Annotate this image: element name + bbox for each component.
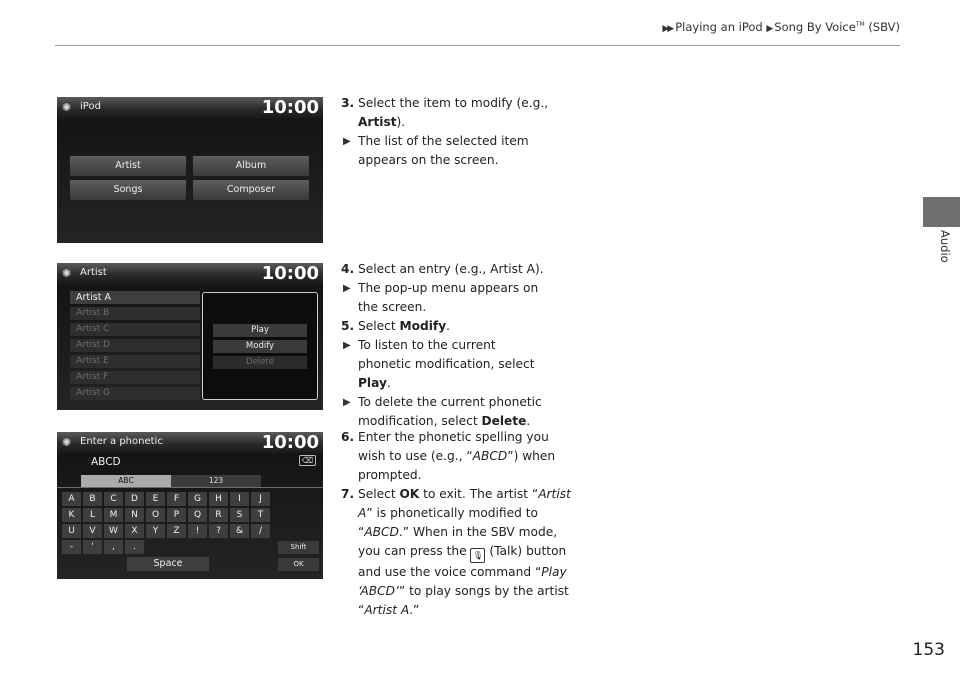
key[interactable]: C [104,492,123,506]
step-text: ”) when [507,449,556,463]
list-item[interactable]: Artist D [70,339,200,352]
arrow-icon: ▶ [343,397,351,408]
key[interactable]: P [167,508,186,522]
key[interactable]: D [125,492,144,506]
step-text: wish to use (e.g., “ [358,449,473,463]
step-text: prompted. [358,468,422,482]
arrow-icon: ▶ [766,24,772,34]
step-text: .” When in the SBV mode, [398,525,558,539]
phonetic-input[interactable]: ABCD [91,456,121,468]
substep-text: phonetic modification, select [358,357,535,371]
step-number: 4. [341,262,355,276]
screen-title: Artist [80,267,107,278]
step-number: 3. [341,96,355,110]
substep-text: appears on the screen. [358,153,499,167]
key[interactable]: W [104,524,123,538]
list-item[interactable]: Artist G [70,387,200,400]
backspace-icon[interactable]: ⌫ [299,455,316,466]
step-text: and use the voice command “ [358,565,542,579]
key[interactable]: H [209,492,228,506]
key[interactable]: N [125,508,144,522]
key[interactable]: L [83,508,102,522]
step-3-block [341,94,581,170]
header-rule [55,45,900,46]
modify-button[interactable]: Modify [213,340,307,353]
key[interactable]: X [125,524,144,538]
substep-text: The pop-up menu appears on [358,281,539,295]
substep-text: To delete the current phonetic [358,395,542,409]
step-text-italic: Artist [538,487,571,501]
screen-title: Enter a phonetic [80,436,163,447]
step-text: Select [358,487,396,501]
step-text-bold: Artist [358,115,397,129]
step-text: ). [396,115,406,129]
phonetic-entry-screen [57,432,323,579]
list-item[interactable]: Artist C [70,323,200,336]
step-text: (Talk) button [489,544,567,558]
artist-list-screen [57,263,323,410]
key[interactable]: O [146,508,165,522]
key[interactable]: E [146,492,165,506]
key[interactable]: & [230,524,249,538]
list-item[interactable]: Artist A [70,291,200,304]
step-6-7-block [341,428,581,620]
step-text-italic: Artist A [364,603,410,617]
substep-text: modification, select [358,414,478,428]
key[interactable]: Z [167,524,186,538]
step-text: to exit. The artist “ [423,487,539,501]
step-text-italic: ABCD [472,449,508,463]
breadcrumb [500,20,900,38]
step-number: 7. [341,487,355,501]
step-text: ” is phonetically modified to [366,506,538,520]
section-tab [923,197,960,227]
substep-text: . [526,414,531,428]
ipod-menu-screen [57,97,323,243]
clock: 10:00 [261,263,319,284]
breadcrumb-sbv: Song By Voice [774,20,856,34]
arrow-icon: ▶ [343,340,351,351]
substep-text: The list of the selected item [358,134,529,148]
key[interactable]: J [251,492,270,506]
section-label: Audio [938,230,952,263]
ok-button[interactable]: OK [278,558,319,571]
key[interactable]: U [62,524,81,538]
step-text-bold: Modify [399,319,447,333]
key[interactable]: ! [188,524,207,538]
step-text: Select an entry (e.g., Artist A). [358,262,544,276]
step-text: Enter the phonetic spelling you [358,430,549,444]
key[interactable]: ? [209,524,228,538]
step-text-italic: Play [541,565,567,579]
step-text-italic: ‘ABCD’ [358,584,399,598]
substep-text: To listen to the current [358,338,496,352]
key[interactable]: / [251,524,270,538]
gear-icon[interactable]: ✺ [62,267,72,280]
substep-text: the screen. [358,300,427,314]
step-text: “ [358,603,365,617]
screen-body [57,119,323,243]
key[interactable]: I [230,492,249,506]
clock: 10:00 [261,432,319,453]
artist-button[interactable]: Artist [69,155,187,177]
arrow-icon: ▶ [343,136,351,147]
key[interactable]: R [209,508,228,522]
popup-menu [202,292,318,400]
step-text: “ [358,525,365,539]
composer-button[interactable]: Composer [192,179,310,201]
step-text: . [446,319,451,333]
key[interactable]: G [188,492,207,506]
key[interactable]: T [251,508,270,522]
play-button[interactable]: Play [213,324,307,337]
arrow-icon: ▶ [343,283,351,294]
substep-text: . [386,376,391,390]
key[interactable]: F [167,492,186,506]
tab-abc[interactable]: ABC [81,475,171,487]
page-number: 153 [912,640,945,660]
step-text-italic: A [358,506,367,520]
key[interactable]: K [62,508,81,522]
step-text: Select [358,319,396,333]
step-text-italic: ABCD [364,525,399,539]
key[interactable]: Y [146,524,165,538]
album-button[interactable]: Album [192,155,310,177]
clock: 10:00 [261,97,319,118]
screen-title-bar [57,432,323,454]
key[interactable]: , [104,540,123,554]
key[interactable]: M [104,508,123,522]
step-text: you can press the [358,544,467,558]
talk-icon: 🎙 [470,548,485,563]
gear-icon[interactable]: ✺ [62,101,72,114]
substep-text-bold: Play [358,376,387,390]
key[interactable]: A [62,492,81,506]
breadcrumb-sbv-suffix: (SBV) [868,20,900,34]
step-4-5-block [341,260,581,431]
substep-text-bold: Delete [481,414,527,428]
step-text-bold: OK [399,487,420,501]
double-arrow-icon: ▶▶ [662,24,673,34]
step-text: Select the item to modify (e.g., [358,96,549,110]
tab-divider [57,487,323,488]
songs-button[interactable]: Songs [69,179,187,201]
step-number: 6. [341,430,355,444]
screen-title: iPod [80,101,101,112]
trademark: TM [855,21,865,29]
list-item[interactable]: Artist F [70,371,200,384]
gear-icon[interactable]: ✺ [62,436,72,449]
key[interactable]: B [83,492,102,506]
step-text: .” [409,603,420,617]
breadcrumb-playing-ipod: Playing an iPod [675,20,763,34]
key[interactable]: . [125,540,144,554]
key[interactable]: - [62,540,81,554]
delete-button[interactable]: Delete [213,356,307,369]
list-item[interactable]: Artist B [70,307,200,320]
step-text: ” to play songs by the artist [398,584,569,598]
list-item[interactable]: Artist E [70,355,200,368]
screen-title-bar [57,97,323,119]
shift-button[interactable]: Shift [278,541,319,554]
key[interactable]: S [230,508,249,522]
key[interactable]: ' [83,540,102,554]
key[interactable]: Q [188,508,207,522]
space-key[interactable]: Space [127,557,209,571]
step-number: 5. [341,319,355,333]
screen-title-bar [57,263,323,285]
key[interactable]: V [83,524,102,538]
tab-123[interactable]: 123 [171,475,261,487]
